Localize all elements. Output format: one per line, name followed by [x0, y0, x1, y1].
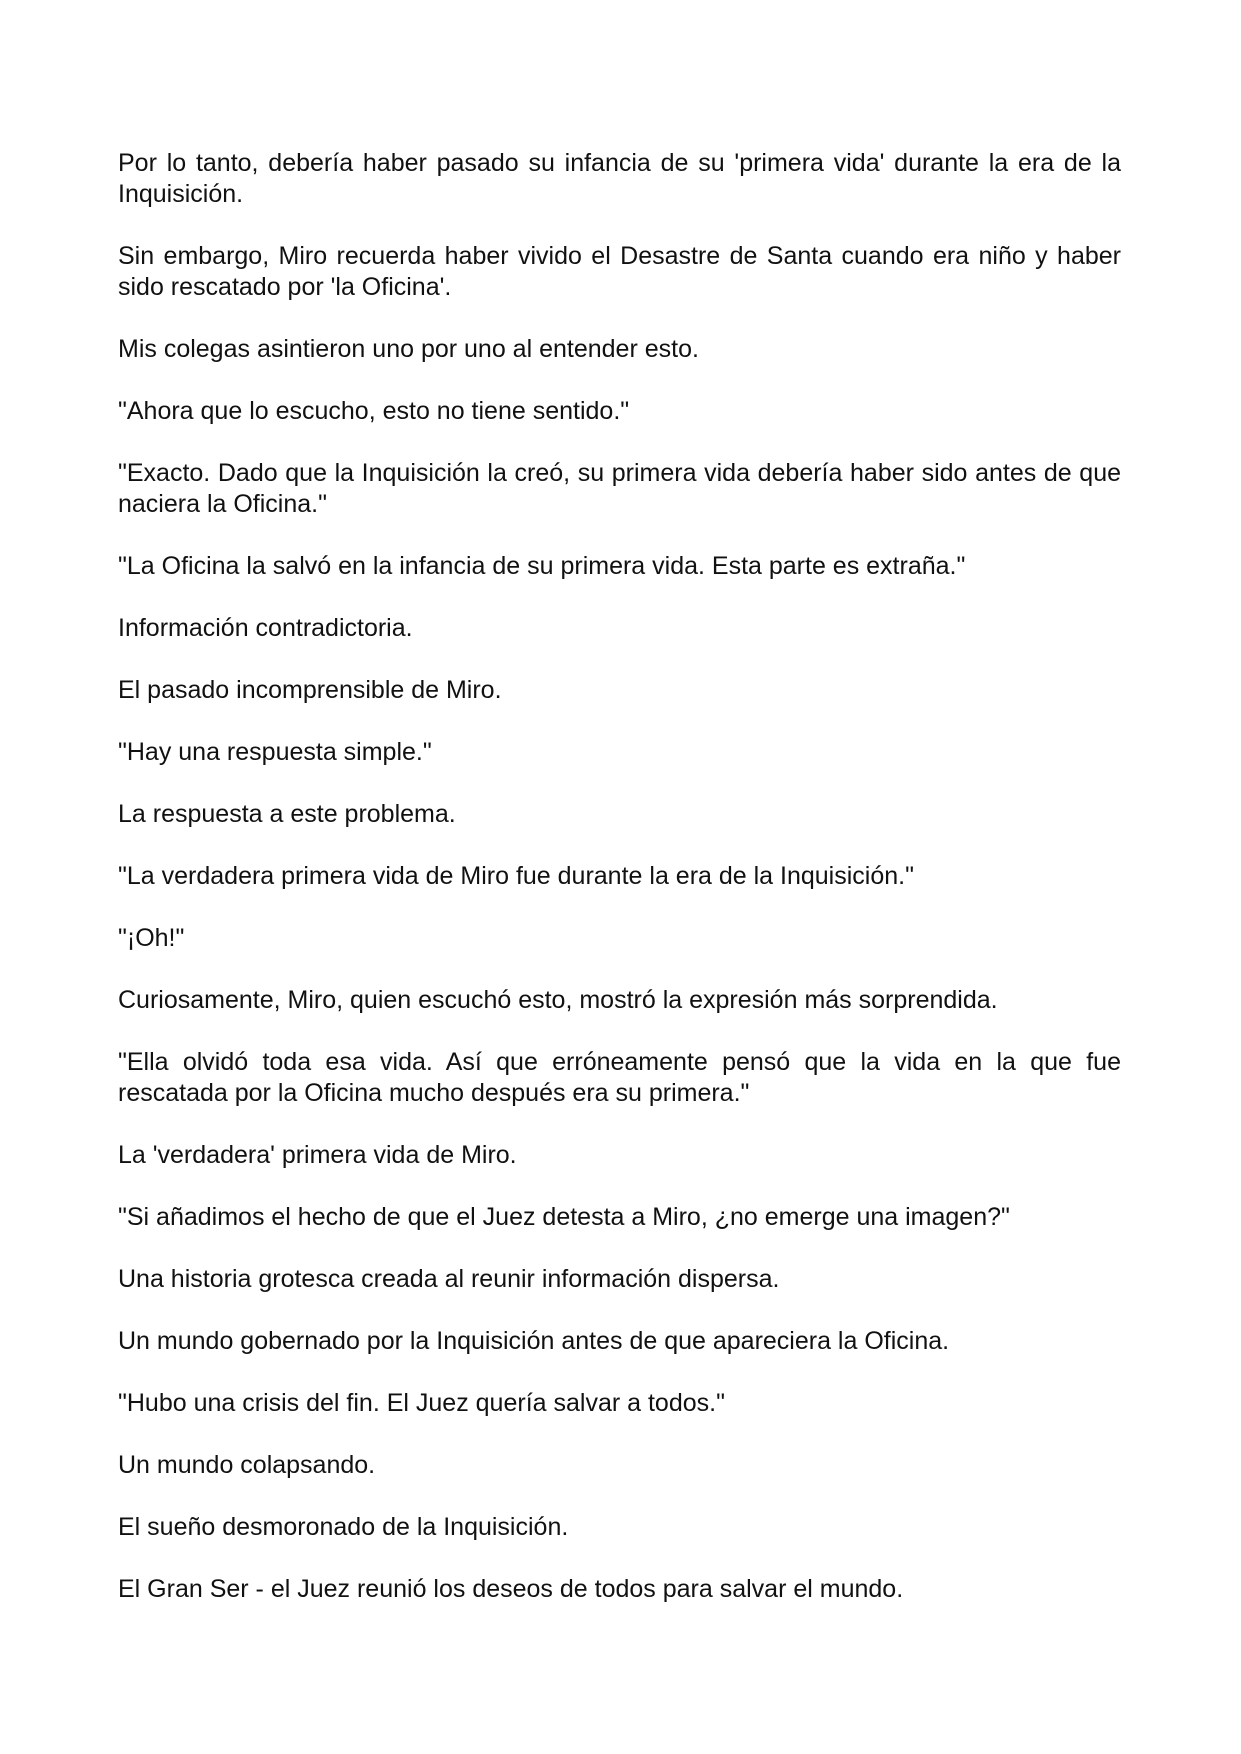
paragraph-3: Mis colegas asintieron uno por uno al entender esto. [118, 335, 699, 363]
paragraph-12: "¡Oh!" [118, 924, 185, 952]
paragraph-2: Sin embargo, Miro recuerda haber vivido el Desastre de Santa cuando era niño y haber sido rescatado por 'la Oficina'. [118, 242, 1121, 301]
paragraph-13: Curiosamente, Miro, quien escuchó esto, mostró la expresión más sorprendida. [118, 986, 998, 1014]
paragraph-20: Un mundo colapsando. [118, 1451, 376, 1479]
paragraph-1: Por lo tanto, debería haber pasado su infancia de su 'primera vida' durante la era de la Inquisición. [118, 149, 1121, 208]
paragraph-5: "Exacto. Dado que la Inquisición la creó, su primera vida debería haber sido antes de que naciera la Oficina." [118, 459, 1121, 518]
paragraph-8: El pasado incomprensible de Miro. [118, 676, 502, 704]
document-page [118, 148, 1121, 1636]
paragraph-21: El sueño desmoronado de la Inquisición. [118, 1513, 569, 1541]
paragraph-19: "Hubo una crisis del fin. El Juez quería salvar a todos." [118, 1389, 725, 1417]
paragraph-14: "Ella olvidó toda esa vida. Así que erróneamente pensó que la vida en la que fue rescatada por la Oficina mucho después era su primera." [118, 1048, 1121, 1107]
paragraph-18: Un mundo gobernado por la Inquisición antes de que apareciera la Oficina. [118, 1327, 950, 1355]
paragraph-16: "Si añadimos el hecho de que el Juez detesta a Miro, ¿no emerge una imagen?" [118, 1203, 1010, 1231]
paragraph-17: Una historia grotesca creada al reunir información dispersa. [118, 1265, 780, 1293]
paragraph-11: "La verdadera primera vida de Miro fue durante la era de la Inquisición." [118, 862, 914, 890]
paragraph-6: "La Oficina la salvó en la infancia de su primera vida. Esta parte es extraña." [118, 552, 966, 580]
paragraph-9: "Hay una respuesta simple." [118, 738, 432, 766]
paragraph-7: Información contradictoria. [118, 614, 413, 642]
paragraph-22: El Gran Ser - el Juez reunió los deseos de todos para salvar el mundo. [118, 1575, 904, 1603]
paragraph-4: "Ahora que lo escucho, esto no tiene sentido." [118, 397, 630, 425]
paragraph-10: La respuesta a este problema. [118, 800, 456, 828]
paragraph-15: La 'verdadera' primera vida de Miro. [118, 1141, 517, 1169]
